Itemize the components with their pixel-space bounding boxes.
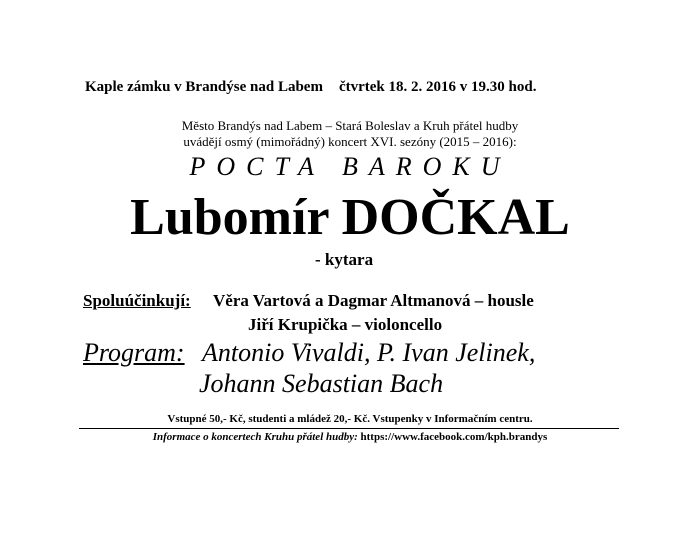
performer-name: Lubomír DOČKAL xyxy=(130,189,570,246)
concert-title: POCTA BAROKU xyxy=(189,152,511,181)
info-label: Informace o koncertech Kruhu přátel hudby: xyxy=(152,431,358,443)
performer-instrument: - kytara xyxy=(315,250,374,269)
guests-line-1: Věra Vartová a Dagmar Altmanová – housle xyxy=(213,291,534,310)
program-label: Program: xyxy=(83,338,185,367)
footer-divider xyxy=(79,428,619,429)
concert-info-line xyxy=(0,431,700,443)
program-line-2: Johann Sebastian Bach xyxy=(199,369,444,398)
venue-line xyxy=(85,79,536,96)
venue-place: Kaple zámku v Brandýse nad Labem xyxy=(85,79,323,95)
program-line-1: Antonio Vivaldi, P. Ivan Jelinek, xyxy=(202,338,536,367)
concert-datetime: čtvrtek 18. 2. 2016 v 19.30 hod. xyxy=(338,79,537,95)
organizer-line-1: Město Brandýs nad Labem – Stará Boleslav a Kruh přátel hudby xyxy=(181,118,519,133)
facebook-link[interactable]: https://www.facebook.com/kph.brandys xyxy=(360,431,548,443)
guests-label: Spoluúčinkují: xyxy=(83,291,191,310)
organizer-line-2: uvádějí osmý (mimořádný) koncert XVI. sezóny (2015 – 2016): xyxy=(183,134,517,149)
tickets-info: Vstupné 50,- Kč, studenti a mládež 20,- Kč. Vstupenky v Informačním centru. xyxy=(167,413,533,425)
guests-line-2: Jiří Krupička – violoncello xyxy=(248,315,443,334)
